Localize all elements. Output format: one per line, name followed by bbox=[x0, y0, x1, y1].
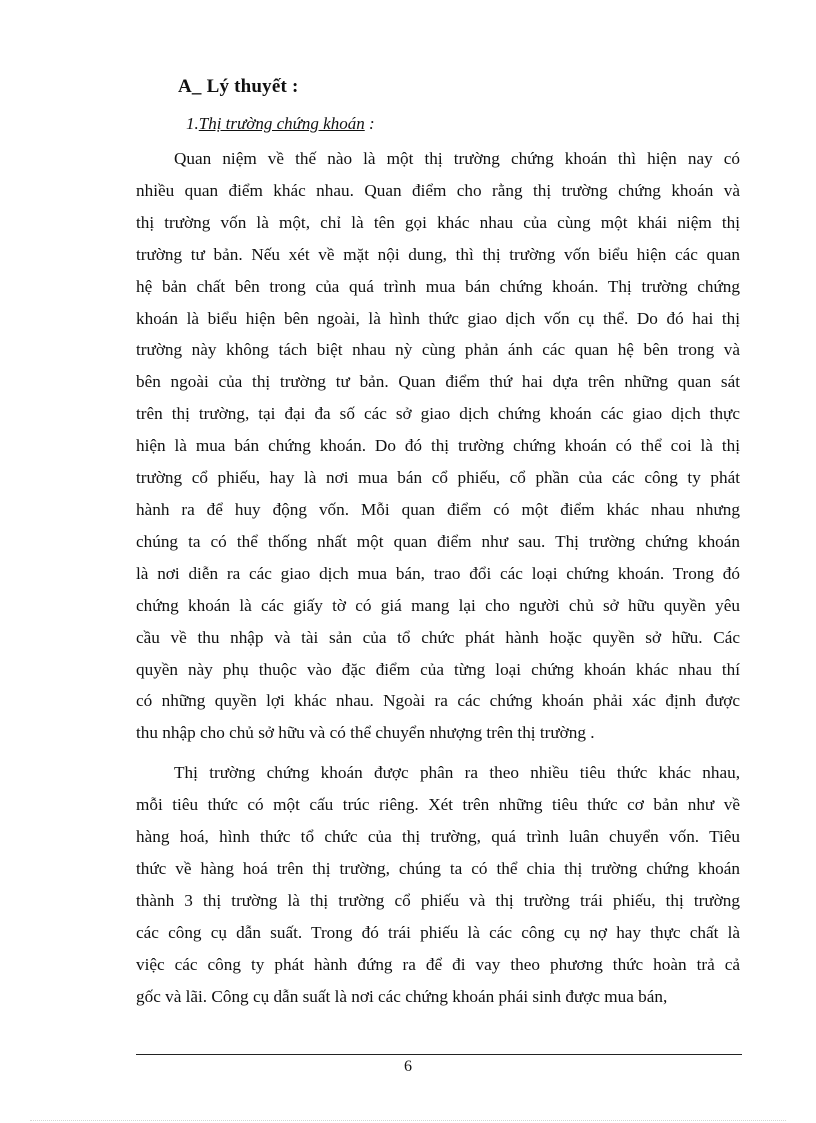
text-line: thức về hàng hoá trên thị trường, chúng ta có thể chia thị trường chứng khoán bbox=[136, 858, 740, 878]
text-line: trường này không tách biệt nhau nỳ cùng phản ánh các quan hệ bên trong và bbox=[136, 340, 740, 360]
subsection-heading bbox=[186, 114, 375, 134]
text-line: cầu về thu nhập và tài sản của tổ chức phát hành hoặc quyền sở hữu. Các bbox=[136, 627, 740, 647]
text-line: Thị trường chứng khoán được phân ra theo nhiều tiêu thức khác nhau, bbox=[174, 763, 740, 783]
text-line: hệ bản chất bên trong của quá trình mua bán chứng khoán. Thị trường chứng bbox=[136, 276, 740, 296]
page-boundary-line bbox=[30, 1120, 786, 1121]
text-line: có những quyền lợi khác nhau. Ngoài ra các chứng khoán phải xác định được bbox=[136, 691, 740, 711]
text-line: hiện là mua bán chứng khoán. Do đó thị trường chứng khoán có thể coi là thị bbox=[136, 436, 740, 456]
page-number: 6 bbox=[404, 1058, 412, 1075]
text-line: thu nhập cho chủ sở hữu và có thể chuyển nhượng trên thị trường . bbox=[136, 723, 595, 743]
section-heading: A_ Lý thuyết : bbox=[178, 76, 299, 97]
subsection-title: Thị trường chứng khoán bbox=[198, 114, 365, 133]
text-line: Quan niệm về thế nào là một thị trường chứng khoán thì hiện nay có bbox=[174, 149, 740, 168]
text-line: mỗi tiêu thức có một cấu trúc riêng. Xét trên những tiêu thức cơ bản như về bbox=[136, 795, 740, 815]
text-line: quyền này phụ thuộc vào đặc điểm của từng loại chứng khoán khác nhau thí bbox=[136, 659, 740, 679]
body-text bbox=[136, 143, 740, 1012]
text-line: là nơi diễn ra các giao dịch mua bán, trao đổi các loại chứng khoán. Trong đó bbox=[136, 563, 740, 583]
subsection-suffix: : bbox=[364, 114, 375, 133]
text-line: thị trường vốn là một, chỉ là tên gọi khác nhau của cùng một khái niệm thị bbox=[136, 212, 740, 232]
text-line: khoán là biểu hiện bên ngoài, là hình thức giao dịch vốn cụ thể. Do đó hai thị bbox=[136, 308, 740, 328]
footer-rule bbox=[136, 1054, 742, 1055]
text-line: trên thị trường, tại đại đa số các sở giao dịch chứng khoán các giao dịch thực bbox=[136, 404, 740, 424]
text-line: nhiều quan điểm khác nhau. Quan điểm cho rằng thị trường chứng khoán và bbox=[136, 180, 740, 200]
text-line: hành ra để huy động vốn. Mỗi quan điểm có một điểm khác nhau nhưng bbox=[136, 499, 740, 519]
text-line: gốc và lãi. Công cụ dẫn suất là nơi các chứng khoán phái sinh được mua bán, bbox=[136, 986, 668, 1006]
text-line: chúng ta có thể thống nhất một quan điểm như sau. Thị trường chứng khoán bbox=[136, 531, 740, 551]
paragraph bbox=[136, 143, 740, 749]
text-line: trường cổ phiếu, hay là nơi mua bán cổ phiếu, cổ phần của các công ty phát bbox=[136, 468, 740, 488]
paragraph bbox=[136, 757, 740, 1012]
subsection-number: 1. bbox=[186, 114, 199, 133]
text-line: hàng hoá, hình thức tổ chức của thị trường, quá trình luân chuyển vốn. Tiêu bbox=[136, 827, 740, 847]
text-line: bên ngoài của thị trường tư bản. Quan điểm thứ hai dựa trên những quan sát bbox=[136, 372, 740, 392]
text-line: việc các công ty phát hành đứng ra để đi vay theo phương thức hoàn trả cả bbox=[136, 954, 740, 974]
text-line: thành 3 thị trường là thị trường cổ phiếu và thị trường trái phiếu, thị trường bbox=[136, 890, 740, 910]
text-line: chứng khoán là các giấy tờ có giá mang lại cho người chủ sở hữu quyền yêu bbox=[136, 595, 740, 615]
text-line: các công cụ dẫn suất. Trong đó trái phiếu là các công cụ nợ hay thực chất là bbox=[136, 922, 740, 942]
text-line: trường tư bản. Nếu xét về mặt nội dung, thì thị trường vốn biểu hiện các quan bbox=[136, 244, 740, 264]
